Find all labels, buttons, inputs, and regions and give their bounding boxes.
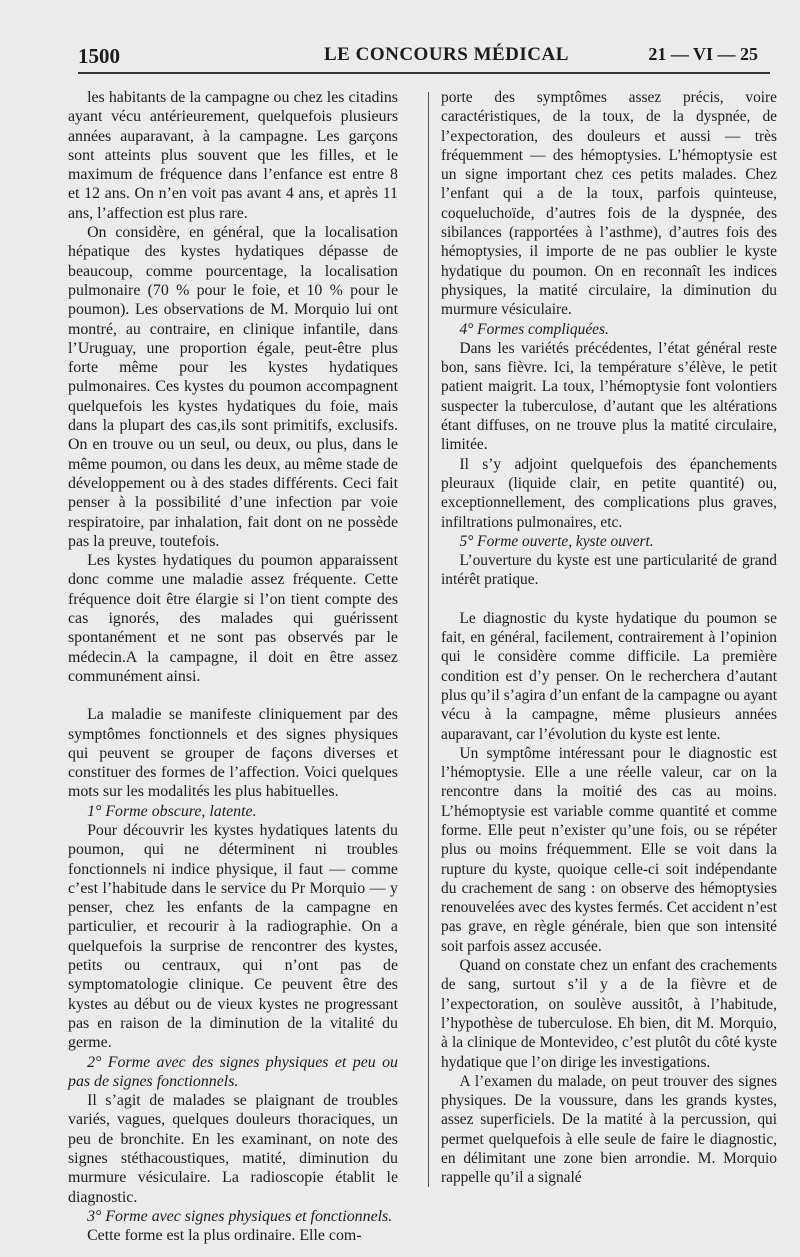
header-rule [78, 72, 770, 74]
paragraph: Quand on constate chez un enfant des crachements de sang, surtout s’il y a de la fièvre et de l’expectoration, on soulève aussitôt, à l’habitude, l’hypothèse de tuberculose. Eh bien, dit M. Morquio, à la clinique de Montevideo, c’est plutôt du côté kyste hydatique que l’on dirige les investigations. [441, 957, 777, 1071]
paragraph: Le diagnostic du kyste hydatique du poumon se fait, en général, facilement, contrairement à l’opinion qui le considère comme difficile. La première condition est d’y penser. On le recherchera d’autant plus qu’il s’agira d’un enfant de la campagne ou ayant vécu à la campagne, même plusieurs années auparavant, car l’évolution du kyste est lente. [441, 609, 777, 743]
paragraph: Les kystes hydatiques du poumon apparaissent donc comme une maladie assez fréquente. Cette fréquence doit être élargie si l’on tient compte des cas ignorés, des malades qui guérissent spontanément et ne sont pas observés par le médecin.A la campagne, il doit en être assez communément ainsi. [68, 552, 398, 685]
section-heading [68, 802, 398, 821]
paragraph: L’ouverture du kyste est une particularité de grand intérêt pratique. [441, 552, 777, 589]
paragraph: Un symptôme intéressant pour le diagnostic est l’hémoptysie. Elle a une réelle valeur, car on la rencontre dans la moitié des cas au moins. L’hémoptysie est variable comme quantité et comme forme. Elle peut n’exister qu’une fois, ou se répéter plus ou moins fréquemment. Elle se voit dans la rupture du kyste, quoique celle-ci soit indépendante du crachement de sang : on observe des hémoptysies renouvelées avec des kystes fermés. Cet accident n’est pas grave, en règle générale, bien que son intensité soit parfois assez accusée. [441, 744, 777, 955]
column-divider [428, 92, 429, 1187]
left-column [68, 88, 398, 1245]
paragraph: La maladie se manifeste cliniquement par des symptômes fonctionnels et des signes physiques qui peuvent se grouper de façons diverses et constituer des formes de l’affection. Voici quelques mots sur les modalités les plus habituelles. [68, 706, 398, 801]
section-heading [68, 1053, 398, 1092]
paragraph: Il s’y adjoint quelquefois des épanchements pleuraux (liquide clair, en petite quantité) ou, exceptionnellement, des complications plus graves, infiltrations pulmonaires, etc. [441, 455, 777, 531]
paragraph: Il s’agit de malades se plaignant de troubles variés, vagues, quelques douleurs thoraciques, un peu de bronchite. En les examinant, on note des signes stéthacoustiques, matité, diminution du murmure vésiculaire. La radioscopie établit le diagnostic. [68, 1092, 398, 1206]
page-header [78, 44, 770, 72]
section-heading [68, 1207, 398, 1226]
paragraph: porte des symptômes assez précis, voire caractéristiques, de la toux, de la dyspnée, de l’expectoration, des douleurs et aussi — très fréquemment — des hémoptysies. L’hémoptysie est un signe important chez ces petits malades. Chez l’enfant qui a de la toux, parfois quinteuse, coqueluchoïde, d’autres fois de la dyspnée, des sibilances (rapportées à l’asthme), d’autres fois des hémoptysies, il importe de ne pas oublier le kyste hydatique du poumon. On en reconnaît les indices physiques, la matité circulaire, la diminution du murmure vésiculaire. [441, 89, 777, 319]
page-number: 1500 [78, 44, 120, 68]
section-heading-label: 5° Forme ouverte, kyste ouvert. [459, 532, 654, 550]
section-heading-label: 4° Formes compliquées. [459, 320, 609, 338]
right-column [441, 88, 777, 1187]
paragraph: Dans les variétés précédentes, l’état général reste bon, sans fièvre. Ici, la température s’élève, le petit patient maigrit. La toux, l’hémoptysie font volontiers suspecter la tuberculose, d’autant que les altérations étant diffuses, on ne trouve plus la matité circulaire, limitée. [441, 339, 777, 454]
section-heading-label: 3° Forme avec signes physiques et fonctionnels. [87, 1207, 393, 1225]
section-heading-label: 2° Forme avec des signes physiques et peu ou pas de signes fonctionnels. [68, 1053, 398, 1090]
section-heading-label: 1° Forme obscure, latente. [87, 802, 257, 820]
paragraph: On considère, en général, que la localisation hépatique des kystes hydatiques dépasse de beaucoup, comme pourcentage, la localisation pulmonaire (70 % pour le foie, et 10 % pour le poumon). Les observations de M. Morquio lui ont montré, au contraire, en clinique infantile, dans l’Uruguay, une proportion égale, peut-être plus forte même pour les kystes hydatiques pulmonaires. Ces kystes du poumon accompagnent quelquefois les kystes hydatiques du foie, mais dans la plupart des cas,ils sont primitifs, exclusifs. On en trouve ou un seul, ou deux, ou plus, dans le même poumon, ou dans les deux, au même stade de développement ou à des stades différents. Ceci fait penser à la possibilité d’une infection par voie respiratoire, par inhalation, fait dont on ne possède pas la preuve, toutefois. [68, 224, 398, 550]
issue-date: 21 — VI — 25 [648, 44, 758, 64]
paragraph: Pour découvrir les kystes hydatiques latents du poumon, qui ne déterminent ni troubles fonctionnels ni indice physique, il faut — comme c’est l’habitude dans le service du Pr Morquio — y penser, chez les enfants de la campagne en particulier, et recourir à la radiographie. On a quelquefois la surprise de rencontrer des kystes, petits ou centraux, qui n’ont pas de symptomatologie clinique. Ce peuvent être des kystes au début ou de vieux kystes ne progressant pas en raison de la diminution de la vitalité du germe. [68, 821, 398, 1052]
paragraph: Cette forme est la plus ordinaire. Elle com- [87, 1227, 362, 1245]
section-heading [441, 532, 777, 551]
paragraph: A l’examen du malade, on peut trouver des signes physiques. De la voussure, dans les grands kystes, assez superficiels. De la matité à la percussion, qui permet quelquefois à elle seule de faire le diagnostic, en délimitant une zone bien arrondie. M. Morquio rappelle qu’il a signalé [441, 1072, 777, 1187]
journal-title: LE CONCOURS MÉDICAL [324, 44, 569, 65]
paragraph: les habitants de la campagne ou chez les citadins ayant vécu antérieurement, quelquefois plusieurs années auparavant, à la campagne. Les garçons sont atteints plus souvent que les filles, et le maximum de fréquence dans l’enfance est entre 8 et 12 ans. On n’en voit pas avant 4 ans, et après 11 ans, l’affection est plus rare. [68, 89, 398, 222]
section-heading [441, 320, 777, 339]
